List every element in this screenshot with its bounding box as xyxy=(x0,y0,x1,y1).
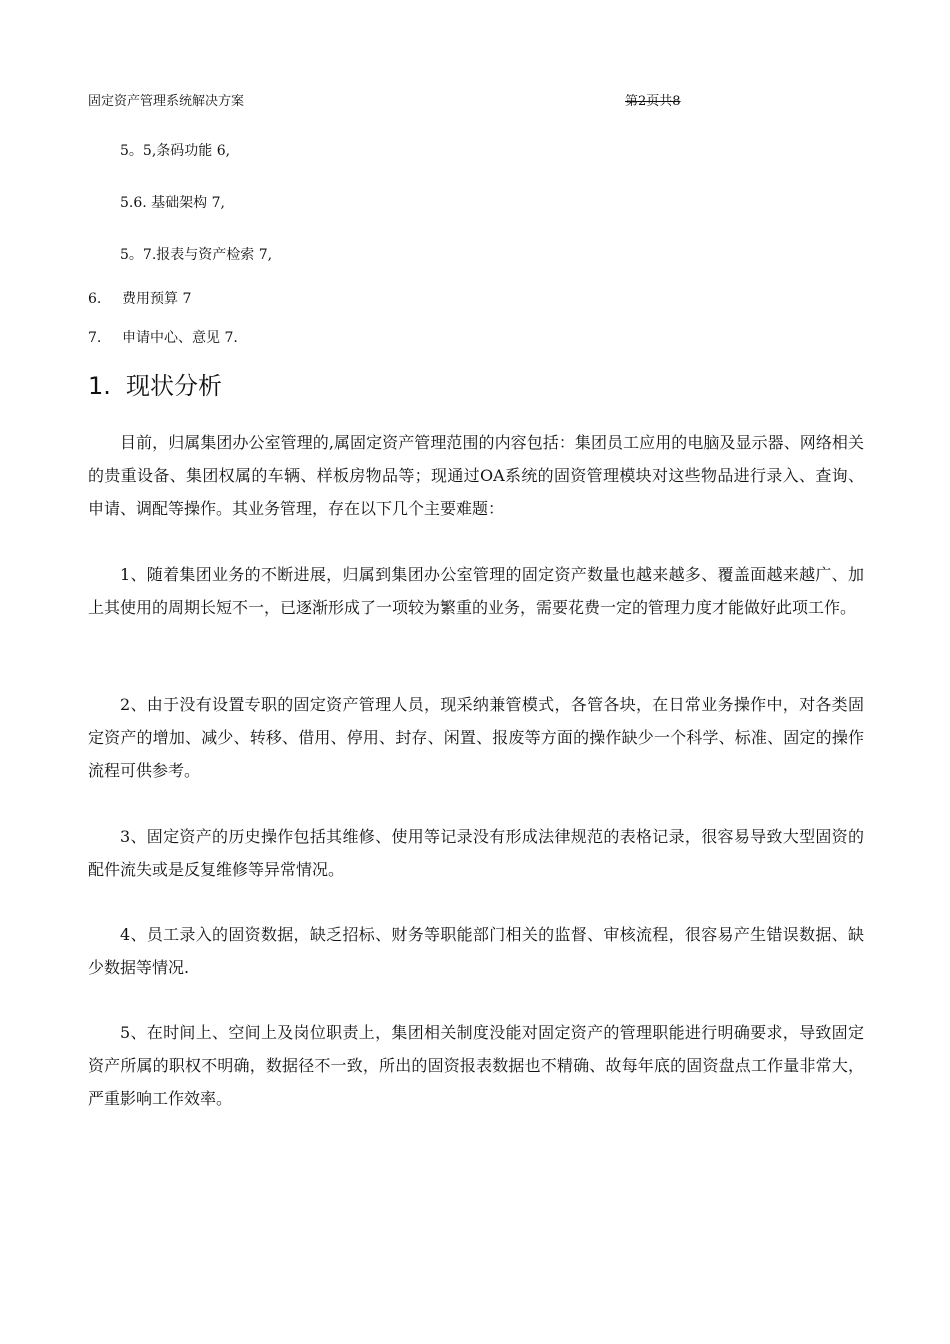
page-header xyxy=(88,90,858,110)
toc-item-6 xyxy=(88,288,191,308)
paragraph-issue-1: 1、随着集团业务的不断进展，归属到集团办公室管理的固定资产数量也越来越多、覆盖面越来越广、加上其使用的周期长短不一，已逐渐形成了一项较为繁重的业务，需要花费一定的管理力度才能做好此项工作。 xyxy=(88,565,864,617)
toc-item-5-5 xyxy=(120,140,230,160)
section-number: 1. xyxy=(88,372,111,400)
toc-item-text: 5。5,条码功能 6, xyxy=(120,143,231,159)
toc-item-5-6 xyxy=(120,192,225,212)
paragraph-intro: 目前，归属集团办公室管理的,属固定资产管理范围的内容包括：集团员工应用的电脑及显示器、网络相关的贵重设备、集团权属的车辆、样板房物品等；现通过OA系统的固资管理模块对这些物品进行录入、查询、申请、调配等操作。其业务管理，存在以下几个主要难题： xyxy=(88,433,864,518)
toc-item-7 xyxy=(88,327,238,347)
toc-item-text: 费用预算 7 xyxy=(122,291,192,307)
paragraph-issue-4: 4、员工录入的固资数据，缺乏招标、财务等职能部门相关的监督、审核流程，很容易产生错误数据、缺少数据等情况. xyxy=(88,925,864,977)
section-heading xyxy=(88,366,222,401)
toc-item-number: 6. xyxy=(88,291,102,307)
toc-item-text: 5.6. 基础架构 7, xyxy=(120,195,225,211)
header-title: 固定资产管理系统解决方案 xyxy=(88,94,245,109)
paragraph-issue-5: 5、在时间上、空间上及岗位职责上，集团相关制度没能对固定资产的管理职能进行明确要求，导致固定资产所属的职权不明确，数据径不一致，所出的固资报表数据也不精确、故每年底的固资盘点工作量非常大，严重影响工作效率。 xyxy=(88,1023,864,1108)
toc-item-text: 5。7.报表与资产检索 7, xyxy=(120,247,273,263)
toc-item-text: 申请中心、意见 7. xyxy=(122,330,238,346)
section-title: 现状分析 xyxy=(126,372,222,400)
paragraph-issue-2: 2、由于没有设置专职的固定资产管理人员，现采纳兼管模式，各管各块，在日常业务操作中，对各类固定资产的增加、减少、转移、借用、停用、封存、闲置、报废等方面的操作缺少一个科学、标准、固定的操作流程可供参考。 xyxy=(88,695,864,780)
paragraph-issue-3: 3、固定资产的历史操作包括其维修、使用等记录没有形成法律规范的表格记录，很容易导致大型固资的配件流失或是反复维修等异常情况。 xyxy=(88,827,864,879)
toc-item-number: 7. xyxy=(88,330,102,346)
toc-item-5-7 xyxy=(120,244,272,264)
header-page-info: 第2页共8 xyxy=(625,94,681,109)
